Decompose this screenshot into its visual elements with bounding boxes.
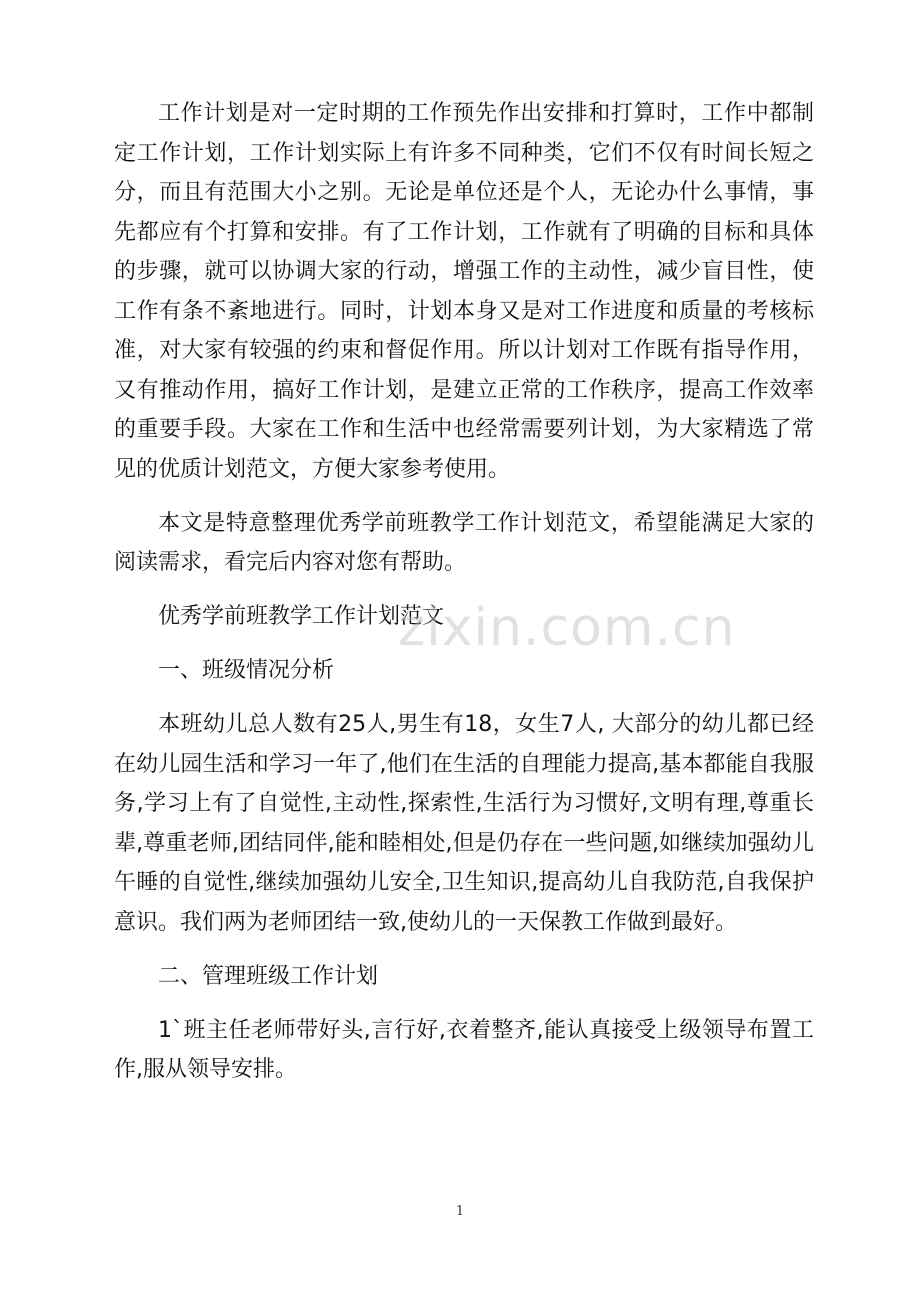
- document-title: 优秀学前班教学工作计划范文: [158, 604, 445, 629]
- section-heading-class-analysis: 一、班级情况分析: [158, 658, 335, 683]
- document-body: [114, 94, 814, 1104]
- page-number: 1: [455, 1204, 465, 1219]
- section-heading-class-management: 二、管理班级工作计划: [158, 963, 379, 989]
- paragraph-class-analysis: 本班幼儿总人数有25人,男生有18，女生7人, 大部分的幼儿都已经在幼儿园生活和学习一年了,他们在生活的自理能力提高,基本都能自我服务,学习上有了自觉性,主动性,探索性,生活行为习惯好,文明有理,尊重长辈,尊重老师,团结同伴,能和睦相处,但是仍存在一些问题,如继续加强幼儿午睡的自觉性,继续加强幼儿安全,卫生知识,提高幼儿自我防范,自我保护意识。我们两为老师团结一致,使幼儿的一天保教工作做到最好。: [114, 712, 814, 935]
- watermark-text: zixin.com.cn: [398, 598, 736, 658]
- paragraph-intro: 工作计划是对一定时期的工作预先作出安排和打算时，工作中都制定工作计划，工作计划实际上有许多不同种类，它们不仅有时间长短之分，而且有范围大小之别。无论是单位还是个人，无论办什么事情，事先都应有个打算和安排。有了工作计划，工作就有了明确的目标和具体的步骤，就可以协调大家的行动，增强工作的主动性，减少盲目性，使工作有条不紊地进行。同时，计划本身又是对工作进度和质量的考核标准，对大家有较强的约束和督促作用。所以计划对工作既有指导作用，又有推动作用，搞好工作计划，是建立正常的工作秩序，提高工作效率的重要手段。大家在工作和生活中也经常需要列计划，为大家精选了常见的优质计划范文，方便大家参考使用。: [114, 101, 814, 482]
- paragraph-purpose: 本文是特意整理优秀学前班教学工作计划范文，希望能满足大家的阅读需求，看完后内容对您有帮助。: [114, 510, 814, 575]
- paragraph-item-1: 1`班主任老师带好头,言行好,衣着整齐,能认真接受上级领导布置工作,服从领导安排。: [114, 1017, 814, 1082]
